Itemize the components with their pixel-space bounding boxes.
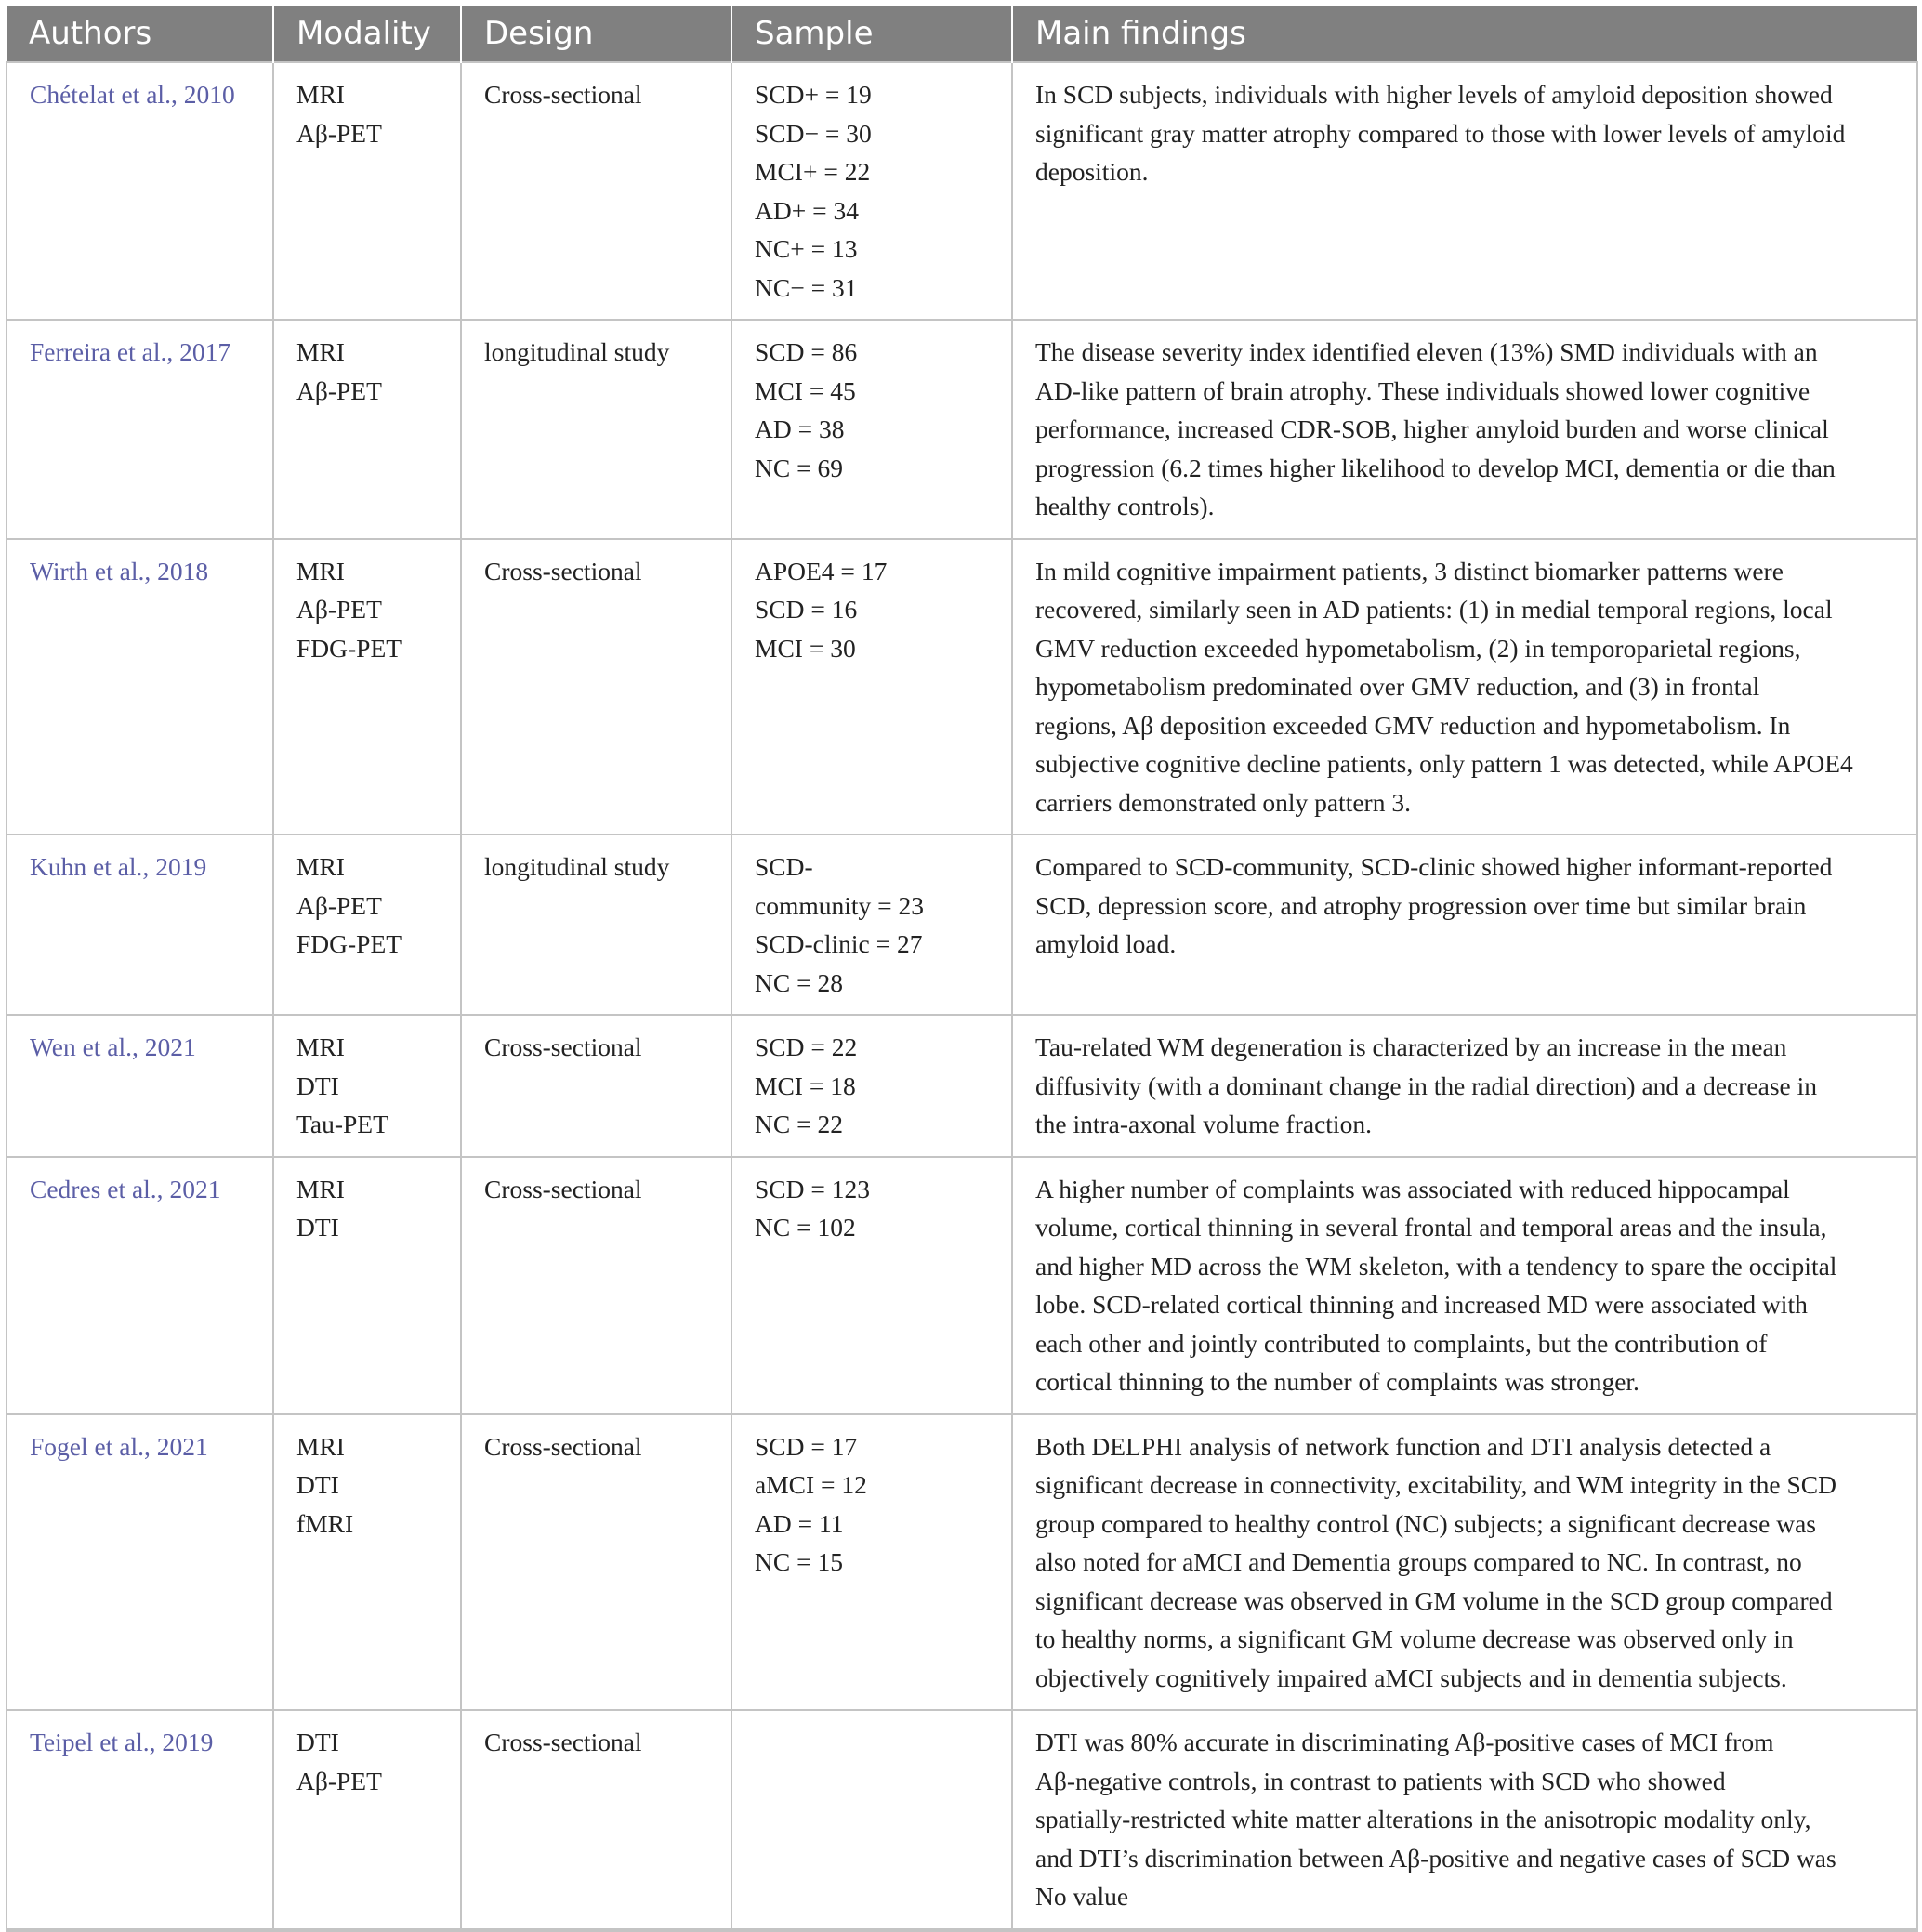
author-citation-link[interactable] bbox=[30, 1032, 196, 1061]
header-design: Design bbox=[461, 6, 731, 62]
cell-authors bbox=[7, 539, 273, 835]
sample-item: SCD+ = 19 bbox=[755, 80, 872, 109]
author-name: Kuhn et al., bbox=[30, 852, 150, 881]
table-header bbox=[7, 6, 1917, 62]
findings-line: AD-like pattern of brain atrophy. These individuals showed lower cognitive bbox=[1035, 375, 1810, 405]
findings-line: diffusivity (with a dominant change in the radial direction) and a decrease in bbox=[1035, 1071, 1818, 1100]
author-year: 2021 bbox=[169, 1174, 221, 1203]
sample-item: NC− = 31 bbox=[755, 272, 858, 302]
sample-item: community = 23 bbox=[755, 890, 925, 920]
findings-line: In mild cognitive impairment patients, 3 distinct biomarker patterns were bbox=[1035, 556, 1784, 585]
sample-item: SCD = 123 bbox=[755, 1174, 871, 1203]
cell-main-findings bbox=[1012, 320, 1917, 539]
cell-modality bbox=[273, 1015, 461, 1157]
sample-item: SCD = 17 bbox=[755, 1431, 858, 1461]
sample-item: AD+ = 34 bbox=[755, 195, 859, 225]
header-sample: Sample bbox=[731, 6, 1012, 62]
cell-main-findings bbox=[1012, 62, 1917, 320]
studies-table-container bbox=[6, 6, 1916, 1932]
cell-design: Cross-sectional bbox=[461, 1414, 731, 1711]
findings-line: significant gray matter atrophy compared to those with lower levels of amyloid bbox=[1035, 118, 1846, 148]
author-citation-link[interactable] bbox=[30, 1432, 208, 1461]
modality-item: fMRI bbox=[296, 1508, 354, 1538]
cell-design: longitudinal study bbox=[461, 835, 731, 1015]
cell-modality bbox=[273, 320, 461, 539]
cell-sample bbox=[731, 1157, 1012, 1414]
table-row bbox=[7, 1710, 1917, 1930]
findings-line: healthy controls). bbox=[1035, 492, 1215, 520]
modality-item: MRI bbox=[296, 1431, 345, 1461]
cell-main-findings bbox=[1012, 1015, 1917, 1157]
findings-line: objectively cognitively impaired aMCI subjects and in dementia subjects. bbox=[1035, 1663, 1787, 1692]
cell-design: Cross-sectional bbox=[461, 1710, 731, 1930]
author-year: 2021 bbox=[156, 1431, 208, 1461]
sample-item: AD = 11 bbox=[755, 1508, 844, 1538]
findings-line: lobe. SCD-related cortical thinning and increased MD were associated with bbox=[1035, 1290, 1808, 1319]
author-name: Wirth et al., bbox=[30, 556, 151, 585]
cell-design: Cross-sectional bbox=[461, 62, 731, 320]
author-citation-link[interactable] bbox=[30, 557, 208, 585]
modality-item: MRI bbox=[296, 852, 345, 881]
author-year: 2010 bbox=[183, 80, 235, 109]
cell-modality bbox=[273, 62, 461, 320]
findings-line: Tau-related WM degeneration is characterized by an increase in the mean bbox=[1035, 1032, 1787, 1061]
sample-item: SCD-clinic = 27 bbox=[755, 929, 923, 958]
sample-item: SCD = 86 bbox=[755, 337, 858, 366]
modality-item: Aβ-PET bbox=[296, 375, 382, 405]
author-year: 2017 bbox=[179, 337, 231, 366]
modality-item: MRI bbox=[296, 556, 345, 585]
table-row bbox=[7, 539, 1917, 835]
findings-text bbox=[1035, 1427, 1898, 1698]
cell-sample bbox=[731, 539, 1012, 835]
findings-line: SCD, depression score, and atrophy progression over time but similar brain bbox=[1035, 890, 1807, 920]
findings-line: also noted for aMCI and Dementia groups compared to NC. In contrast, no bbox=[1035, 1547, 1802, 1576]
header-modality: Modality bbox=[273, 6, 461, 62]
findings-line: spatially-restricted white matter alterations in the anisotropic modality only, bbox=[1035, 1805, 1811, 1833]
sample-item: SCD- bbox=[755, 852, 813, 881]
findings-line: regions, Aβ deposition exceeded GMV reduction and hypometabolism. In bbox=[1035, 710, 1791, 740]
findings-line: amyloid load. bbox=[1035, 929, 1177, 958]
findings-line: significant decrease in connectivity, excitability, and WM integrity in the SCD bbox=[1035, 1470, 1836, 1499]
author-citation-link[interactable] bbox=[30, 80, 235, 109]
cell-authors bbox=[7, 1710, 273, 1930]
cell-sample bbox=[731, 1710, 1012, 1930]
sample-item: MCI = 30 bbox=[755, 633, 856, 663]
cell-authors bbox=[7, 1414, 273, 1711]
findings-line: deposition. bbox=[1035, 157, 1149, 186]
modality-item: DTI bbox=[296, 1728, 339, 1756]
cell-sample bbox=[731, 62, 1012, 320]
sample-item: SCD = 16 bbox=[755, 595, 858, 624]
sample-item: MCI = 45 bbox=[755, 375, 856, 405]
author-citation-link[interactable] bbox=[30, 852, 206, 881]
author-name: Chételat et al., bbox=[30, 80, 178, 109]
modality-item: FDG-PET bbox=[296, 929, 402, 958]
cell-main-findings bbox=[1012, 1157, 1917, 1414]
cell-main-findings bbox=[1012, 835, 1917, 1015]
modality-item: FDG-PET bbox=[296, 633, 402, 663]
cell-design: longitudinal study bbox=[461, 320, 731, 539]
findings-line: No value bbox=[1035, 1882, 1129, 1911]
findings-line: Both DELPHI analysis of network function and DTI analysis detected a bbox=[1035, 1431, 1771, 1461]
findings-line: GMV reduction exceeded hypometabolism, (2) in temporoparietal regions, bbox=[1035, 633, 1801, 663]
sample-item: APOE4 = 17 bbox=[755, 556, 888, 585]
header-main-findings: Main findings bbox=[1012, 6, 1917, 62]
author-year: 2019 bbox=[155, 852, 207, 881]
studies-table bbox=[6, 6, 1918, 1932]
sample-item: SCD− = 30 bbox=[755, 118, 872, 148]
author-citation-link[interactable] bbox=[30, 337, 230, 366]
cell-authors bbox=[7, 1157, 273, 1414]
findings-line: Aβ-negative controls, in contrast to patients with SCD who showed bbox=[1035, 1766, 1726, 1795]
findings-text bbox=[1035, 848, 1898, 964]
findings-line: progression (6.2 times higher likelihood to develop MCI, dementia or die than bbox=[1035, 453, 1836, 482]
sample-item: NC = 69 bbox=[755, 453, 843, 482]
findings-line: DTI was 80% accurate in discriminating Aβ-positive cases of MCI from bbox=[1035, 1728, 1774, 1756]
cell-modality bbox=[273, 1157, 461, 1414]
cell-sample bbox=[731, 835, 1012, 1015]
findings-line: and DTI’s discrimination between Aβ-positive and negative cases of SCD was bbox=[1035, 1843, 1836, 1873]
findings-line: carriers demonstrated only pattern 3. bbox=[1035, 787, 1411, 817]
findings-line: and higher MD across the WM skeleton, with a tendency to spare the occipital bbox=[1035, 1251, 1837, 1281]
author-year: 2019 bbox=[162, 1728, 214, 1756]
modality-item: Aβ-PET bbox=[296, 1766, 382, 1795]
table-row bbox=[7, 835, 1917, 1015]
findings-text bbox=[1035, 552, 1898, 822]
sample-item: NC+ = 13 bbox=[755, 234, 858, 263]
cell-sample bbox=[731, 320, 1012, 539]
modality-item: MRI bbox=[296, 337, 345, 366]
sample-item: AD = 38 bbox=[755, 414, 845, 443]
findings-line: Compared to SCD-community, SCD-clinic showed higher informant-reported bbox=[1035, 852, 1833, 881]
findings-line: hypometabolism predominated over GMV reduction, and (3) in frontal bbox=[1035, 672, 1760, 701]
author-name: Ferreira et al., bbox=[30, 337, 174, 366]
findings-line: to healthy norms, a significant GM volume decrease was observed only in bbox=[1035, 1624, 1794, 1653]
findings-line: recovered, similarly seen in AD patients: (1) in medial temporal regions, local bbox=[1035, 595, 1833, 624]
findings-line: group compared to healthy control (NC) subjects; a significant decrease was bbox=[1035, 1508, 1816, 1538]
modality-item: Aβ-PET bbox=[296, 118, 382, 148]
sample-item: SCD = 22 bbox=[755, 1032, 858, 1061]
modality-item: MRI bbox=[296, 1174, 345, 1203]
cell-authors bbox=[7, 320, 273, 539]
sample-item: NC = 15 bbox=[755, 1547, 843, 1576]
cell-authors bbox=[7, 835, 273, 1015]
cell-modality bbox=[273, 1710, 461, 1930]
author-name: Teipel et al., bbox=[30, 1728, 156, 1756]
findings-line: each other and jointly contributed to complaints, but the contribution of bbox=[1035, 1328, 1768, 1358]
findings-text bbox=[1035, 1170, 1898, 1401]
modality-item: DTI bbox=[296, 1213, 339, 1242]
modality-item: DTI bbox=[296, 1470, 339, 1499]
table-row bbox=[7, 1414, 1917, 1711]
table-row bbox=[7, 62, 1917, 320]
findings-line: In SCD subjects, individuals with higher levels of amyloid deposition showed bbox=[1035, 80, 1833, 109]
modality-item: MRI bbox=[296, 1032, 345, 1061]
author-year: 2018 bbox=[157, 556, 209, 585]
cell-main-findings bbox=[1012, 1710, 1917, 1930]
cell-design: Cross-sectional bbox=[461, 539, 731, 835]
cell-design: Cross-sectional bbox=[461, 1015, 731, 1157]
table-row bbox=[7, 1015, 1917, 1157]
cell-modality bbox=[273, 539, 461, 835]
sample-item: MCI = 18 bbox=[755, 1071, 856, 1100]
findings-line: the intra-axonal volume fraction. bbox=[1035, 1110, 1372, 1138]
findings-line: cortical thinning to the number of complaints was stronger. bbox=[1035, 1367, 1639, 1396]
modality-item: DTI bbox=[296, 1071, 339, 1100]
findings-line: significant decrease was observed in GM volume in the SCD group compared bbox=[1035, 1585, 1833, 1615]
findings-line: subjective cognitive decline patients, only pattern 1 was detected, while APOE4 bbox=[1035, 749, 1853, 778]
findings-text bbox=[1035, 75, 1898, 191]
author-name: Fogel et al., bbox=[30, 1431, 151, 1461]
header-row bbox=[7, 6, 1917, 62]
modality-item: MRI bbox=[296, 80, 345, 109]
author-year: 2021 bbox=[144, 1032, 196, 1061]
modality-item: Tau-PET bbox=[296, 1110, 388, 1138]
table-body bbox=[7, 62, 1917, 1930]
cell-authors bbox=[7, 62, 273, 320]
cell-main-findings bbox=[1012, 1414, 1917, 1711]
modality-item: Aβ-PET bbox=[296, 890, 382, 920]
author-name: Cedres et al., bbox=[30, 1174, 164, 1203]
findings-text bbox=[1035, 1723, 1898, 1916]
header-authors: Authors bbox=[7, 6, 273, 62]
findings-line: volume, cortical thinning in several frontal and temporal areas and the insula, bbox=[1035, 1213, 1827, 1242]
findings-text bbox=[1035, 333, 1898, 526]
sample-item: NC = 102 bbox=[755, 1213, 856, 1242]
author-citation-link[interactable] bbox=[30, 1175, 220, 1203]
cell-sample bbox=[731, 1015, 1012, 1157]
author-citation-link[interactable] bbox=[30, 1728, 213, 1756]
sample-item: MCI+ = 22 bbox=[755, 157, 871, 186]
cell-main-findings bbox=[1012, 539, 1917, 835]
findings-text bbox=[1035, 1028, 1898, 1144]
cell-sample bbox=[731, 1414, 1012, 1711]
cell-authors bbox=[7, 1015, 273, 1157]
sample-item: NC = 22 bbox=[755, 1110, 843, 1138]
table-row bbox=[7, 320, 1917, 539]
findings-line: The disease severity index identified eleven (13%) SMD individuals with an bbox=[1035, 337, 1818, 366]
table-row bbox=[7, 1157, 1917, 1414]
cell-modality bbox=[273, 1414, 461, 1711]
findings-line: performance, increased CDR-SOB, higher amyloid burden and worse clinical bbox=[1035, 414, 1829, 443]
findings-line: A higher number of complaints was associated with reduced hippocampal bbox=[1035, 1174, 1790, 1203]
author-name: Wen et al., bbox=[30, 1032, 138, 1061]
modality-item: Aβ-PET bbox=[296, 595, 382, 624]
cell-design: Cross-sectional bbox=[461, 1157, 731, 1414]
sample-item: aMCI = 12 bbox=[755, 1470, 867, 1499]
sample-item: NC = 28 bbox=[755, 967, 843, 997]
cell-modality bbox=[273, 835, 461, 1015]
